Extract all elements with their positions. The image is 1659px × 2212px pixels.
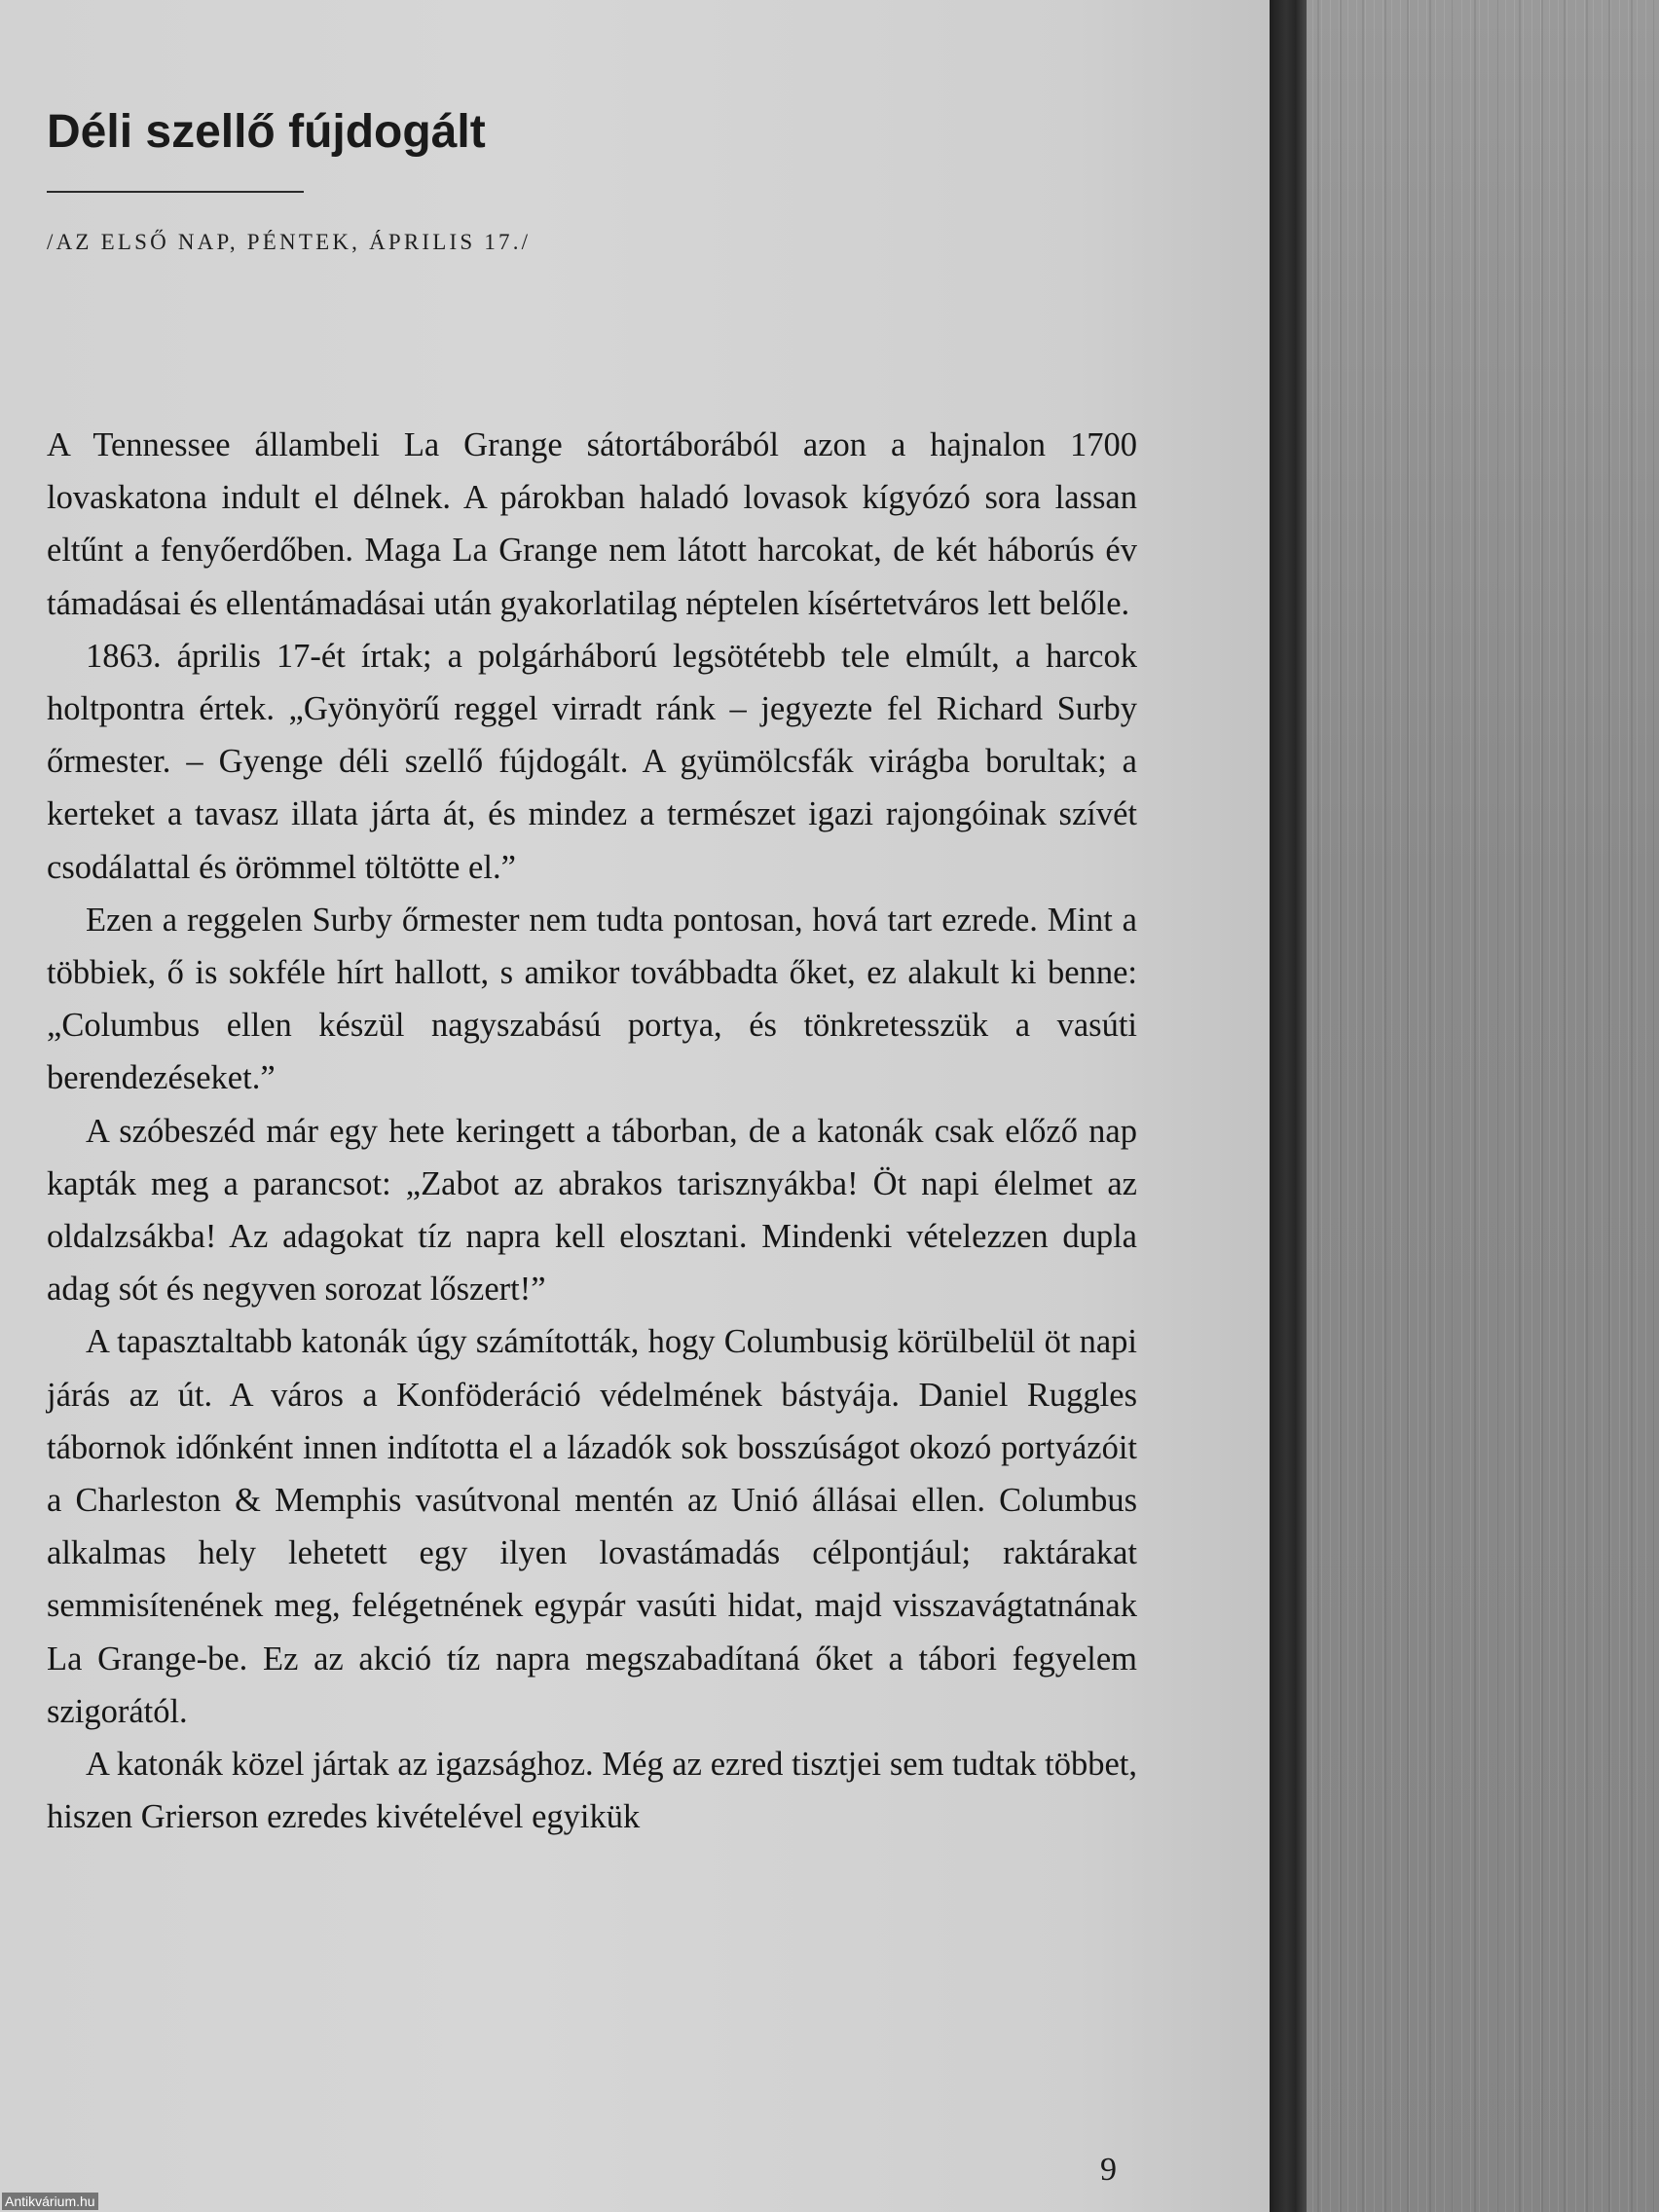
paragraph: A tapasztaltabb katonák úgy számították, hogy Columbusig körülbelül öt napi járás az út. A város a Konföderáció védelmének bástyája. Daniel Ruggles tábornok időnként innen indította el a lázadók sok bosszúságot okozó portyázóit a Charleston & Memphis vasútvonal mentén az Unió állásai ellen. Columbus alkalmas hely lehetett egy ilyen lovastámadás célpontjául; raktárakat semmisítenének meg, felégetnének egypár vasúti hidat, majd visszavágtatnának La Grange-be. Ez az akció tíz napra megszabadítaná őket a tábori fegyelem szigorától.: [47, 1323, 1137, 1730]
paragraph: A szóbeszéd már egy hete keringett a táborban, de a katonák csak előző nap kapták meg a parancsot: „Zabot az abrakos tarisznyákba! Öt napi élelmet az oldalzsákba! Az adagokat tíz napra kell elosztani. Mindenki vételezzen dupla adag sót és negyven sorozat lőszert!”: [47, 1112, 1137, 1309]
cloth-background: [1295, 0, 1659, 2212]
chapter-subtitle: /AZ ELSŐ NAP, PÉNTEK, ÁPRILIS 17./: [47, 230, 532, 254]
body-text: [47, 419, 1137, 1843]
paragraph: Ezen a reggelen Surby őrmester nem tudta pontosan, hová tart ezrede. Mint a többiek, ő is sokféle hírt hallott, s amikor továbbadta őket, ez alakult ki benne: „Columbus ellen készül nagyszabású portya, és tönkretesszük a vasúti berendezéseket.”: [47, 901, 1137, 1097]
title-underline: [47, 191, 304, 193]
chapter-title: Déli szellő fújdogált: [47, 106, 486, 158]
watermark-label: Antikvárium.hu: [2, 2193, 98, 2210]
paragraph: A katonák közel jártak az igazsághoz. Még az ezred tisztjei sem tudtak többet, hiszen Grierson ezredes kivételével egyikük: [47, 1746, 1137, 1836]
book-spine: [1270, 0, 1307, 2212]
paragraph: A Tennessee állambeli La Grange sátortáborából azon a hajnalon 1700 lovaskatona indult el délnek. A párokban haladó lovasok kígyózó sora lassan eltűnt a fenyőerdőben. Maga La Grange nem látott harcokat, de két háborús év támadásai és ellentámadásai után gyakorlatilag néptelen kísértetváros lett belőle.: [47, 426, 1137, 622]
paragraph: 1863. április 17-ét írtak; a polgárháború legsötétebb tele elmúlt, a harcok holtpontra értek. „Gyönyörű reggel virradt ránk – jegyezte fel Richard Surby őrmester. – Gyenge déli szellő fújdogált. A gyümölcsfák virágba borultak; a kerteket a tavasz illata járta át, és mindez a természet igazi rajongóinak szívét csodálattal és örömmel töltötte el.”: [47, 637, 1137, 886]
page-number: 9: [1100, 2152, 1117, 2188]
